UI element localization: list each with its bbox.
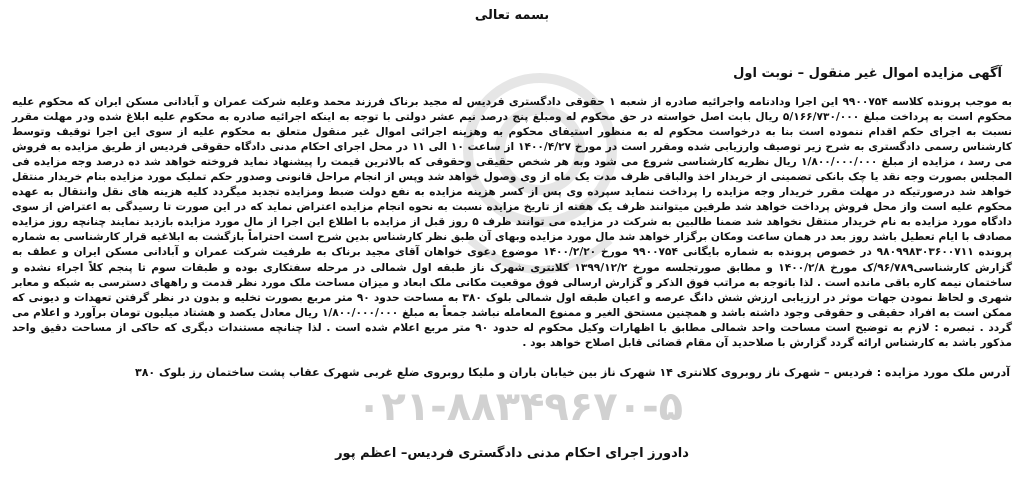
auction-notice-body: به موجب پرونده کلاسه ۹۹۰۰۷۵۴ این اجرا ودادنامه واجرائیه صادره از شعبه ۱ حقوقی دادگستری فردیس له مجید برناک فرزند محمد وعلیه شرکت عمران و آبادانی مسکن ایران که محکوم علیه محکوم است به پرداخت مبلغ ۵/۱۶۶/۷۳۰/۰۰۰ ریال بابت اصل خواسته در حق محکوم له ومبلغ پنج درصد نیم عشر دولتی با توجه به اینکه اجرائیه صادره به محکوم علیه ابلاغ شده ودر مهلت مقرر نسبت به اجرای حکم اقدام ننموده است بنا به درخواست محکوم له به منظور استیفای محکوم به وهزینه اجرائی اموال غیر منقول متعلق به محکوم علیه از سوی این اجرا توقیف وتوسط کارشناس رسمی دادگستری به شرح زیر توصیف وارزیابی شده ومقرر است در مورخ ۱۴۰۰/۴/۲۷ از ساعت ۱۰ الی ۱۱ در محل اجرای احکام مدنی دادگاه حقوقی فردیس از طریق مزایده به فروش می رسد ، مزایده از مبلغ ۱/۸۰۰/۰۰۰/۰۰۰ ریال نظریه کارشناسی شروع می شود وبه هر شخص حقیقی وحقوقی که بالاترین قیمت را پیشنهاد نماید فروخته خواهد شد ده درصد وجه مزایده فی المجلس بصورت وجه نقد یا چک بانکی تضمینی از خریدار اخذ والباقی ظرف مدت یک ماه از وی وصول خواهد شد وپس از انجام مراحل قانونی وصدور حکم تملیک مورد مزایده بنام خریدار منتقل خواهد شد درصورتیکه در مهلت مقرر خریدار وجه مزایده را پرداخت ننماید سپرده وی پس از کسر هزینه مزایده به نفع دولت ضبط ومزایده تجدید میگردد کلیه هزینه های نقل وانتقال به عهده محکوم علیه است واز محل فروش پرداخت خواهد شد طرفین میتوانند ظرف یک هفته از تاریخ مزایده نسبت به نحوه انجام مزایده اعتراض نماید که در این صورت تا رسیدگی به اعتراض از سوی دادگاه مورد مزایده به نام خریدار منتقل نخواهد شد ضمنا طالبین به شرکت در مزایده می توانند ظرف ۵ روز قبل از مزایده با اطلاع این اجرا از مال مورد مزایده بازدید نمایند چنانچه روز مزایده مصادف با ایام تعطیل باشد روز بعد در همان ساعت ومکان برگزار خواهد شد مال مورد مزایده وبهای آن طبق نظر کارشناس بدین شرح است احتراماً بازگشت به ابلاغیه قرار کارشناسی به شماره پرونده ۹۸۰۹۹۸۳۰۳۶۰۰۷۱۱ در خصوص پرونده به شماره بایگانی ۹۹۰۰۷۵۴ مورخ ۱۴۰۰/۲/۲۰ موضوع دعوی خواهان آقای مجید برناک به طرفیت شرکت عمران و آبادانی مسکن ایران و عطف به گزارش کارشناسی۹۶/۷۸۹/ک مورخ ۱۴۰۰/۲/۸ و مطابق صورتجلسه مورخ ۱۳۹۹/۱۲/۲ کلانتری شهرک ناز طبقه اول شمالی در مرحله سفتکاری بوده و طبقات سوم تا پنجم کلاً اجراء نشده و ساختمان نیمه کاره باقی مانده است . لذا باتوجه به مراتب فوق الذکر و گزارش ارسالی فوق موقعیت مکانی ملک ابعاد و میزان مساحت ملک مورد نظر قدمت و راههای دسترسی به شبکه و معابر شهری و لحاظ نمودن جهات موثر در ارزیابی ارزش شش دانگ عرصه و اعیان طبقه اول شمالی بلوک ۳۸۰ به مساحت حدود ۹۰ متر مربع بصورت تخلیه و بدون در نظر گرفتن تعهدات و دیونی که ممکن است به افراد حقیقی و حقوقی وجود داشته باشد و همچنین مستحق الغیر و ممنوع المعامله نباشد جمعاً به مبلغ ۱/۸۰۰/۰۰۰/۰۰۰ ریال معادل یکصد و هشتاد میلیون تومان برآورد و اعلام می گردد . تبصره : لازم به توضیح است مساحت واحد شمالی مطابق با اظهارات وکیل محکوم له حدود ۹۰ متر مربع اعلام شده است . لذا چنانچه مستندات دیگری که حاکی از مساحت دقیق واحد مذکور باشد به کارشناس ارائه گردد گزارش با صلاحدید آن مقام قضائی قابل اصلاح خواهد بود . xyxy=(12,96,1013,349)
page-title: آگهی مزایده اموال غیر منقول – نوبت اول xyxy=(733,66,1002,81)
watermark-phone: ۰۲۱-۸۸۳۴۹۶۷۰-۵ xyxy=(356,384,684,430)
signature-line: دادورز اجرای احکام مدنی دادگستری فردیس– اعظم پور xyxy=(335,446,689,461)
property-address: آدرس ملک مورد مزایده : فردیس – شهرک ناز روبروی کلانتری ۱۴ شهرک ناز بین خیابان باران و ملیکا روبروی ضلع غربی شهرک عقاب پشت ساختمان رز بلوک ۳۸۰ xyxy=(135,366,1010,379)
document-header: بسمه تعالی xyxy=(474,8,550,23)
